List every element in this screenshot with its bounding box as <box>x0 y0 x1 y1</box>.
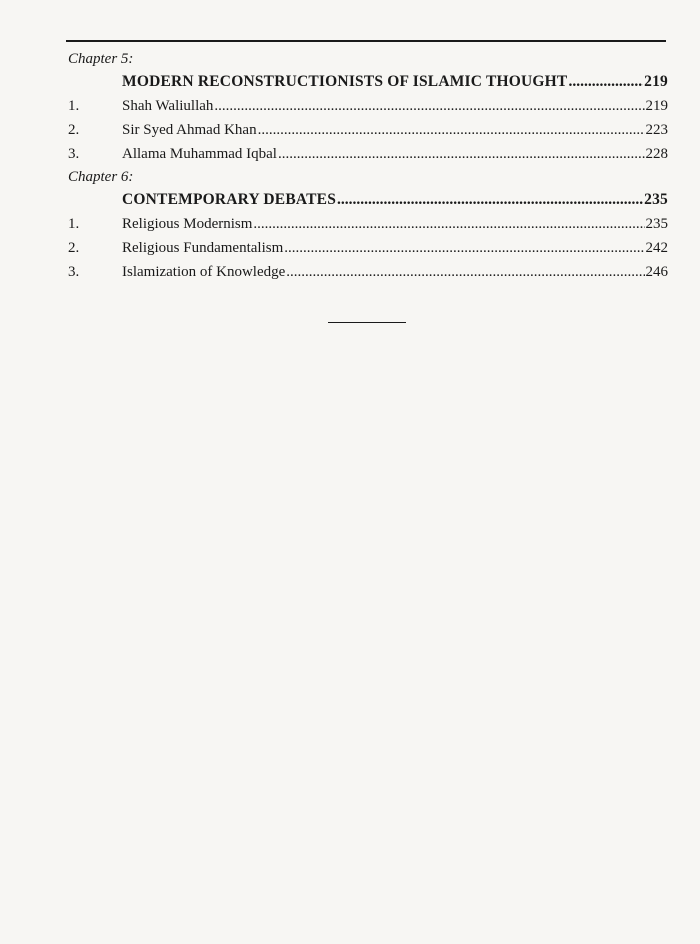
entry-title: Sir Syed Ahmad Khan <box>122 122 257 138</box>
dot-leader <box>278 142 645 166</box>
dot-leader <box>214 94 644 118</box>
top-rule <box>66 40 666 42</box>
entry-number: 1. <box>68 216 80 232</box>
entry-title: Islamization of Knowledge <box>122 264 286 280</box>
dot-leader <box>286 260 644 284</box>
dot-leader <box>568 70 643 94</box>
chapter-heading <box>66 70 668 94</box>
chapter-heading <box>66 188 668 212</box>
toc-entry <box>66 94 668 118</box>
entry-page: 219 <box>645 98 668 114</box>
dot-leader <box>253 212 644 236</box>
chapter-heading-page: 219 <box>644 73 668 90</box>
dot-leader <box>337 188 643 212</box>
entry-number: 3. <box>68 264 80 280</box>
entry-number: 1. <box>68 98 80 114</box>
entry-page: 228 <box>645 146 668 162</box>
chapter-heading-page: 235 <box>644 191 668 208</box>
toc-entry <box>66 212 668 236</box>
dot-leader <box>258 118 645 142</box>
entry-page: 235 <box>645 216 668 232</box>
chapter-heading-title: MODERN RECONSTRUCTIONISTS OF ISLAMIC THOUGHT <box>122 73 568 90</box>
entry-title: Allama Muhammad Iqbal <box>122 146 277 162</box>
dot-leader <box>284 236 644 260</box>
entry-title: Religious Modernism <box>122 216 253 232</box>
entry-page: 223 <box>645 122 668 138</box>
chapter-label: Chapter 6: <box>68 169 134 185</box>
entry-number: 3. <box>68 146 80 162</box>
entry-title: Shah Waliullah <box>122 98 214 114</box>
entry-number: 2. <box>68 122 80 138</box>
toc-entry <box>66 142 668 166</box>
toc-entry <box>66 236 668 260</box>
chapter-label: Chapter 5: <box>68 51 134 67</box>
entry-page: 242 <box>645 240 668 256</box>
entry-page: 246 <box>645 264 668 280</box>
entry-number: 2. <box>68 240 80 256</box>
chapter-heading-title: CONTEMPORARY DEBATES <box>122 191 337 208</box>
table-of-contents <box>66 48 668 284</box>
entry-title: Religious Fundamentalism <box>122 240 284 256</box>
toc-entry <box>66 118 668 142</box>
toc-entry <box>66 260 668 284</box>
section-end-rule <box>328 322 406 323</box>
